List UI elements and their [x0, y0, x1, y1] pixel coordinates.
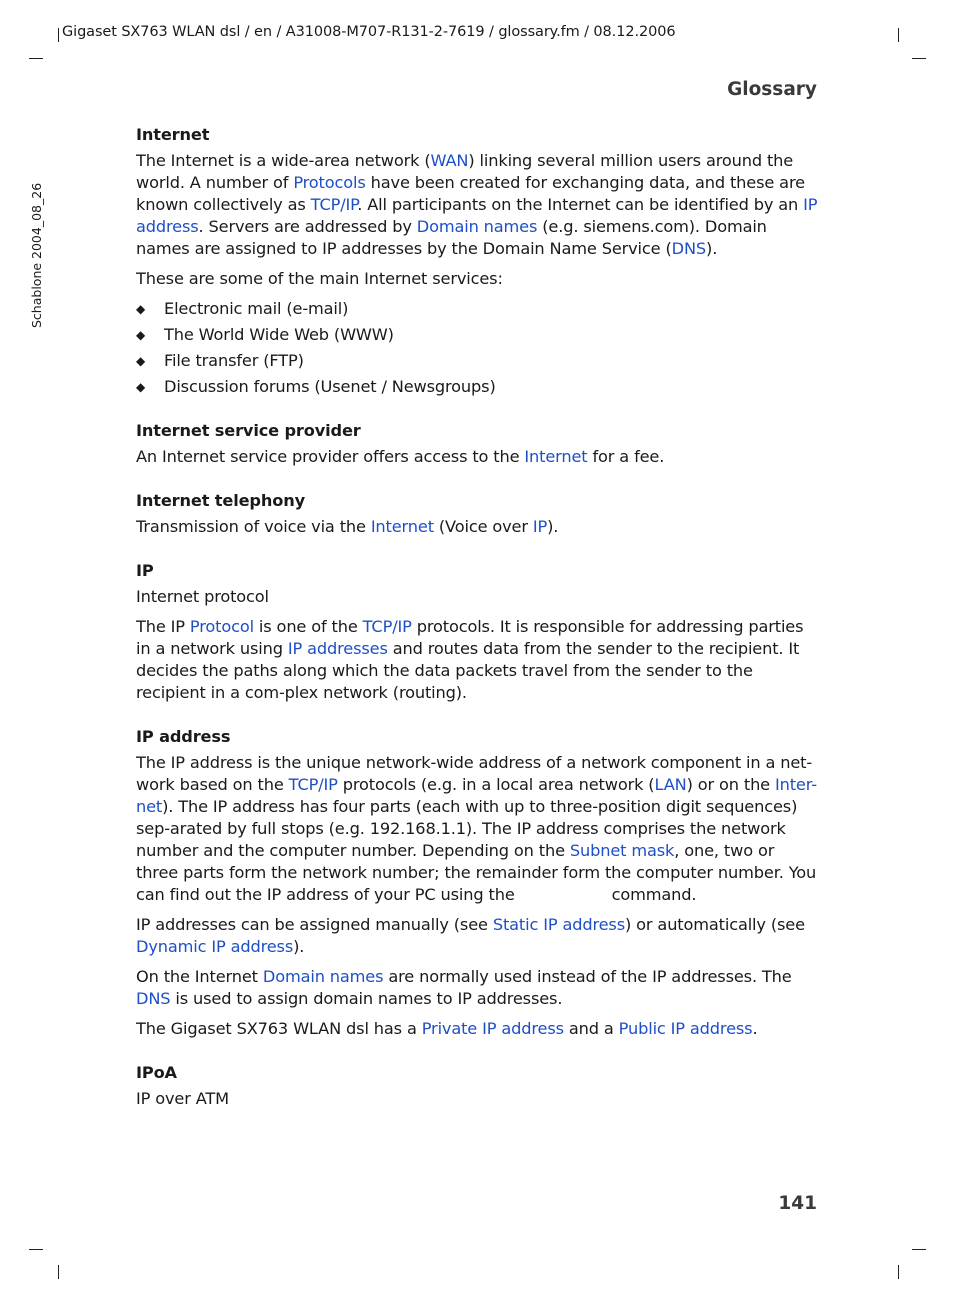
crop-mark [912, 1249, 926, 1250]
list-item: ◆ The World Wide Web (WWW) [136, 325, 394, 344]
link-dynamic-ip-address[interactable]: Dynamic IP address [136, 937, 294, 956]
bullet-icon: ◆ [136, 302, 146, 316]
term-ipoa: IPoA [136, 1063, 177, 1082]
paragraph: IP addresses can be assigned manually (see Static IP address) or automatically (see Dynamic IP address). [136, 915, 805, 956]
list-item: ◆ File transfer (FTP) [136, 351, 304, 370]
link-dns[interactable]: DNS [671, 239, 707, 258]
term-ip-address: IP address [136, 727, 231, 746]
paragraph: Internet protocol [136, 587, 269, 606]
paragraph: Transmission of voice via the Internet (Voice over IP). [136, 517, 559, 536]
paragraph: An Internet service provider offers access to the Internet for a fee. [136, 447, 665, 466]
link-internet[interactable]: Inter-net [136, 775, 817, 816]
crop-mark [29, 1249, 43, 1250]
list-item: ◆ Discussion forums (Usenet / Newsgroups) [136, 377, 496, 396]
template-label: Schablone 2004_08_26 [29, 182, 44, 328]
bullet-icon: ◆ [136, 380, 146, 394]
link-ip-addresses[interactable]: IP addresses [287, 639, 388, 658]
link-static-ip-address[interactable]: Static IP address [492, 915, 626, 934]
link-domain-names[interactable]: Domain names [262, 967, 384, 986]
crop-mark [898, 28, 899, 42]
bullet-icon: ◆ [136, 328, 146, 342]
paragraph: IP over ATM [136, 1089, 229, 1108]
link-lan[interactable]: LAN [654, 775, 687, 794]
link-internet[interactable]: Internet [524, 447, 588, 466]
section-title: Glossary [727, 79, 817, 100]
page-number: 141 [778, 1193, 817, 1214]
link-wan[interactable]: WAN [430, 151, 469, 170]
paragraph: The IP Protocol is one of the TCP/IP protocols. It is responsible for addressing parties in a network using IP addresses and routes data from the sender to the recipient. It decides the paths along which the data packets travel from the sender to the recipient in a com-plex network (routing). [136, 617, 804, 702]
link-public-ip-address[interactable]: Public IP address [618, 1019, 753, 1038]
paragraph: On the Internet Domain names are normally used instead of the IP addresses. The DNS is used to assign domain names to IP addresses. [136, 967, 792, 1008]
paragraph: The Gigaset SX763 WLAN dsl has a Private IP address and a Public IP address. [136, 1019, 758, 1038]
link-tcpip[interactable]: TCP/IP [310, 195, 358, 214]
link-protocol[interactable]: Protocol [189, 617, 254, 636]
bullet-icon: ◆ [136, 354, 146, 368]
link-ip-address[interactable]: IP address [136, 195, 818, 236]
service-list [136, 298, 820, 398]
running-header: Gigaset SX763 WLAN dsl / en / A31008-M707-R131-2-7619 / glossary.fm / 08.12.2006 [62, 24, 676, 40]
crop-mark [898, 1265, 899, 1279]
paragraph: These are some of the main Internet services: [136, 269, 503, 288]
list-item: ◆ Electronic mail (e-mail) [136, 299, 349, 318]
link-tcpip[interactable]: TCP/IP [362, 617, 412, 636]
link-private-ip-address[interactable]: Private IP address [421, 1019, 564, 1038]
glossary-content [136, 124, 820, 1118]
crop-mark [58, 28, 59, 42]
paragraph: The IP address is the unique network-wide address of a network component in a net-work based on the TCP/IP protocols (e.g. in a local area network (LAN) or on the Inter-net). The IP address has four parts (each with up to three-position digit sequences) sep-arated by full stops (e.g. 192.168.1.1). The IP address comprises the network number and the computer number. Depending on the Subnet mask, one, two or three parts form the network number; the remainder form the computer number. You can find out the IP address of your PC using the command. [136, 753, 817, 904]
link-dns[interactable]: DNS [136, 989, 171, 1008]
paragraph: The Internet is a wide-area network (WAN) linking several million users around the world. A number of Protocols have been created for exchanging data, and these are known collectively as TCP/IP. All participants on the Internet can be identified by an IP address. Servers are addressed by Domain names (e.g. siemens.com). Domain names are assigned to IP addresses by the Domain Name Service (DNS). [136, 151, 818, 258]
term-internet-service-provider: Internet service provider [136, 421, 361, 440]
link-protocols[interactable]: Protocols [293, 173, 366, 192]
crop-mark [58, 1265, 59, 1279]
link-domain-names[interactable]: Domain names [416, 217, 538, 236]
term-internet-telephony: Internet telephony [136, 491, 305, 510]
link-internet[interactable]: Internet [370, 517, 434, 536]
link-ip[interactable]: IP [532, 517, 548, 536]
crop-mark [29, 58, 43, 59]
crop-mark [912, 58, 926, 59]
term-internet: Internet [136, 125, 210, 144]
term-ip: IP [136, 561, 154, 580]
link-tcpip[interactable]: TCP/IP [288, 775, 338, 794]
link-subnet-mask[interactable]: Subnet mask [569, 841, 675, 860]
